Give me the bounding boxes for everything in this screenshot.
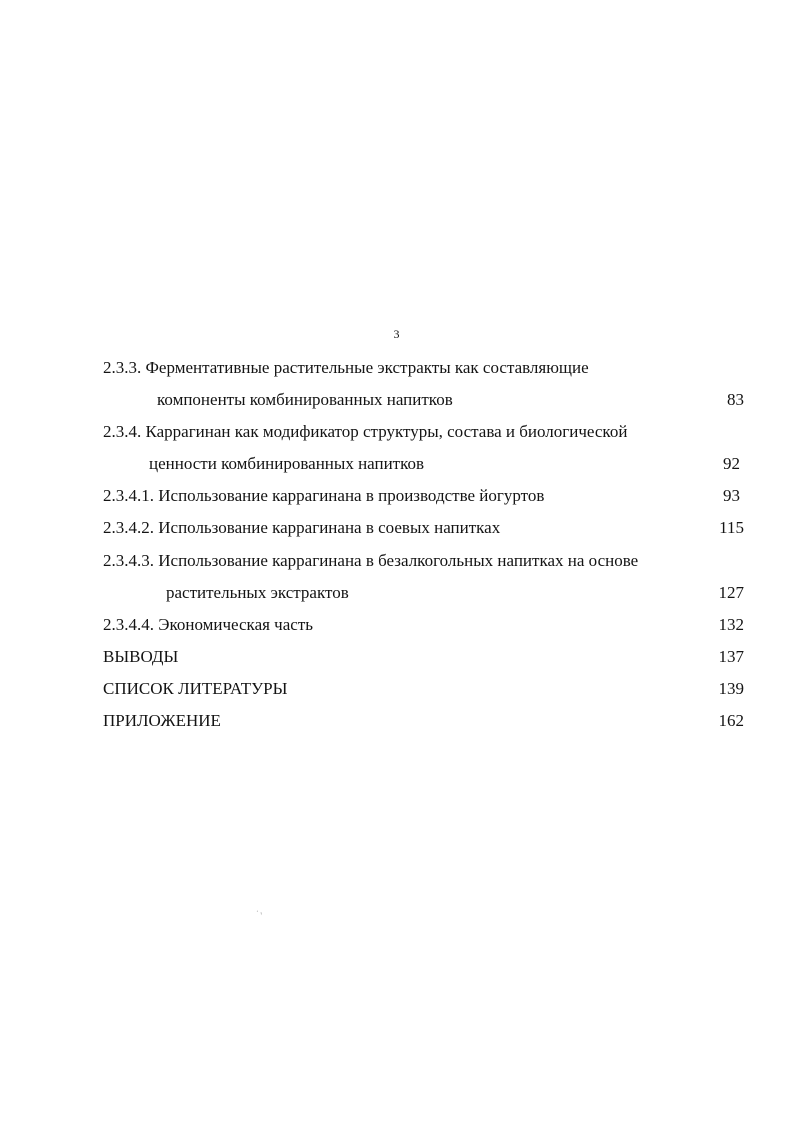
toc-entry-page: 93 bbox=[723, 486, 740, 505]
toc-entry-text: 2.3.4.2. Использование каррагинана в соевых напитках bbox=[103, 518, 501, 537]
toc-entry-text: 2.3.4. Каррагинан как модификатор структуры, состава и биологической bbox=[103, 422, 628, 441]
toc-entry-page: 162 bbox=[718, 711, 744, 730]
toc-entry-text: 2.3.4.3. Использование каррагинана в безалкогольных напитках на основе bbox=[103, 551, 639, 570]
toc-entry-page: 137 bbox=[718, 647, 744, 666]
toc-entry-text: 2.3.4.1. Использование каррагинана в производстве йогуртов bbox=[103, 486, 545, 505]
toc-entry-text: СПИСОК ЛИТЕРАТУРЫ bbox=[103, 679, 288, 698]
page-number: 3 bbox=[393, 327, 400, 341]
toc-entry-page: 115 bbox=[719, 518, 744, 537]
toc-entry-page: 127 bbox=[718, 583, 744, 602]
toc-entry-page: 83 bbox=[727, 390, 744, 409]
scan-speck: ·, bbox=[254, 905, 264, 918]
toc-entry-page: 139 bbox=[718, 679, 744, 698]
toc-entry-text: 2.3.4.4. Экономическая часть bbox=[103, 615, 314, 634]
toc-entry-text: ВЫВОДЫ bbox=[103, 647, 179, 666]
toc-entry-text: ПРИЛОЖЕНИЕ bbox=[103, 711, 221, 730]
toc-entry-page: 132 bbox=[718, 615, 744, 634]
toc-entry-text: компоненты комбинированных напитков bbox=[157, 390, 453, 409]
toc-entry-text: ценности комбинированных напитков bbox=[149, 454, 425, 473]
toc-entry-page: 92 bbox=[723, 454, 740, 473]
toc-entry-text: растительных экстрактов bbox=[166, 583, 349, 602]
toc-entry-text: 2.3.3. Ферментативные растительные экстракты как составляющие bbox=[103, 358, 589, 377]
